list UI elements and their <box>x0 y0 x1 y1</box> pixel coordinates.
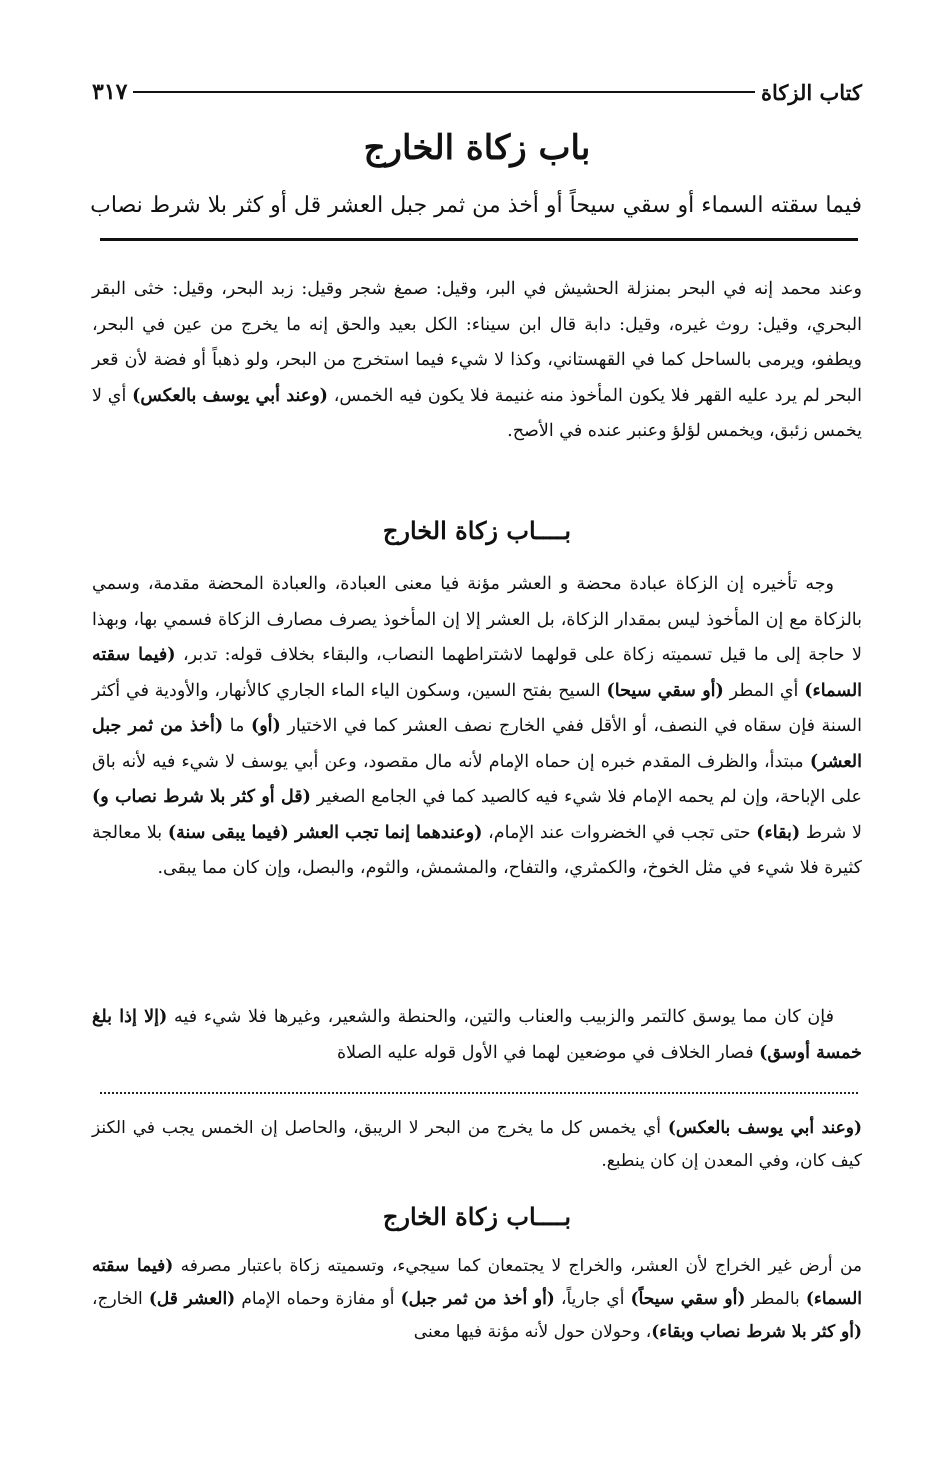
bold-phrase: (أخذ من ثمر جبل العشر) <box>92 716 862 772</box>
top-rule <box>100 238 858 241</box>
bold-phrase: (أو سقي سيحا) <box>606 680 724 701</box>
text-run: أي المطر <box>723 680 805 701</box>
section-title-2: بــــاب زكاة الخارج <box>382 1202 572 1231</box>
chapter-title: باب زكاة الخارج <box>363 128 591 168</box>
text-run: أي جارياً، <box>554 1289 631 1309</box>
bold-phrase: (أو كثر بلا شرط نصاب وبقاء) <box>651 1322 862 1342</box>
bold-phrase: (أو) <box>250 716 281 736</box>
text-run: ، وحولان حول لأنه مؤنة فيها معنى <box>413 1322 652 1342</box>
bold-phrase: (فيما سقته السماء) <box>92 1256 862 1309</box>
bold-phrase: (العشر قل) <box>148 1289 236 1309</box>
text-run: لا شرط <box>800 822 862 843</box>
text-run: أو مفازة وحماه الإمام <box>235 1289 401 1309</box>
bold-phrase: (بقاء) <box>756 822 801 843</box>
header-rule <box>133 91 755 93</box>
text-run: فإن كان مما يوسق كالتمر والزبيب والعناب والتين، والحنطة والشعير، وغيرها فلا شيء فيه <box>167 1007 834 1027</box>
page-number: ٣١٧ <box>92 79 128 105</box>
text-run: فصار الخلاف في موضعين لهما في الأول قوله عليه الصلاة <box>337 1042 760 1063</box>
text-run: من أرض غير الخراج لأن العشر، والخراج لا يجتمعان كما سيجيء، وتسميته زكاة باعتبار مصرفه <box>173 1256 862 1276</box>
bold-phrase: (وعند أبي يوسف بالعكس) <box>667 1118 862 1138</box>
bold-phrase: (إلا إذا بلغ خمسة أوسق) <box>92 1007 862 1063</box>
bold-phrase: (وعند أبي يوسف بالعكس) <box>132 385 328 406</box>
text-run: حتى تجب في الخضروات عند الإمام، <box>482 822 757 843</box>
paragraph-3 <box>92 1000 862 1071</box>
text-run: وعند محمد إنه في البحر بمنزلة الحشيش في البر، وقيل: صمغ شجر وقيل: زبد البحر، وقيل: خثى البقر البحري، وقيل: روث غيره، وقيل: دابة قال ابن سيناء: الكل بعيد والحق إنه ما يخرج من عين في البحر، ويطفو، ويرمى بالساحل كما في القهستاني، وكذا لا شيء فيما استخرج من البحر، ولو ذهباً أو فضة لأن قعر البحر لم يرد عليه القهر فلا يكون المأخوذ منه غنيمة فلا يكون فيه الخمس، <box>92 279 862 406</box>
book-title: كتاب الزكاة <box>760 79 862 105</box>
bold-phrase: (فيما سقته السماء) <box>92 645 863 701</box>
footnote-separator <box>100 1092 858 1094</box>
text-run: بلا معالجة كثيرة فلا شيء في مثل الخوخ، والكمثري، والتفاح، والمشمش، والثوم، والبصل، وإن كان مما يبقى. <box>92 822 862 878</box>
bold-phrase: (قل أو كثر بلا شرط نصاب و) <box>92 787 311 807</box>
paragraph-1 <box>92 272 862 450</box>
text-run: مبتدأ، والظرف المقدم خبره إن حماه الإمام لأنه مال مقصود، وعن أبي يوسف لا شيء فيه لأنه باق على الإباحة، وإن لم يحمه الإمام فلا شيء فيه كالصيد كما في الجامع الصغير <box>92 751 862 807</box>
text-run: وجه تأخيره إن الزكاة عبادة محضة و العشر مؤنة فيا معنى العبادة، والعبادة المحضة مقدمة، وسمي بالزكاة مع إن المأخوذ ليس بمقدار الزكاة، بل العشر إلا إن المأخوذ يصرف مصارف الزكاة فسمي بها، وبهذا لا حاجة إلى ما قيل تسميته زكاة على قولهما لاشتراطهما النصاب، والبقاء بخلاف قوله: تدبر، <box>92 574 862 665</box>
text-run: ما <box>223 716 251 736</box>
text-run: بالمطر <box>745 1289 806 1309</box>
footnote-paragraph <box>92 1112 862 1178</box>
text-run: أي يخمس كل ما يخرج من البحر لا الريبق، والحاصل إن الخمس يجب في الكنز كيف كان، وفي المعدن إن كان ينطبع. <box>92 1118 862 1171</box>
paragraph-4 <box>92 1250 862 1349</box>
running-head <box>92 72 862 112</box>
text-run: الخارج، <box>92 1289 149 1309</box>
chapter-subtitle: فيما سقته السماء أو سقي سيحاً أو أخذ من ثمر جبل العشر قل أو كثر بلا شرط نصاب <box>90 193 862 218</box>
text-run: أي لا يخمس زئبق، ويخمس لؤلؤ وعنبر عنده في الأصح. <box>92 385 862 441</box>
paragraph-2 <box>92 567 862 887</box>
bold-phrase: (أو أخذ من ثمر جبل) <box>400 1289 555 1309</box>
bold-phrase: (أو سقي سيحاً) <box>630 1289 746 1309</box>
section-title-1: بــــاب زكاة الخارج <box>382 516 572 545</box>
text-run: السيح بفتح السين، وسكون الياء الماء الجاري كالأنهار، والأودية في أكثر السنة فإن سقاه في النصف، أو الأقل ففي الخارج نصف العشر كما في الاختيار <box>92 680 862 736</box>
bold-phrase: (وعندهما إنما تجب العشر (فيما يبقى سنة) <box>167 822 483 843</box>
